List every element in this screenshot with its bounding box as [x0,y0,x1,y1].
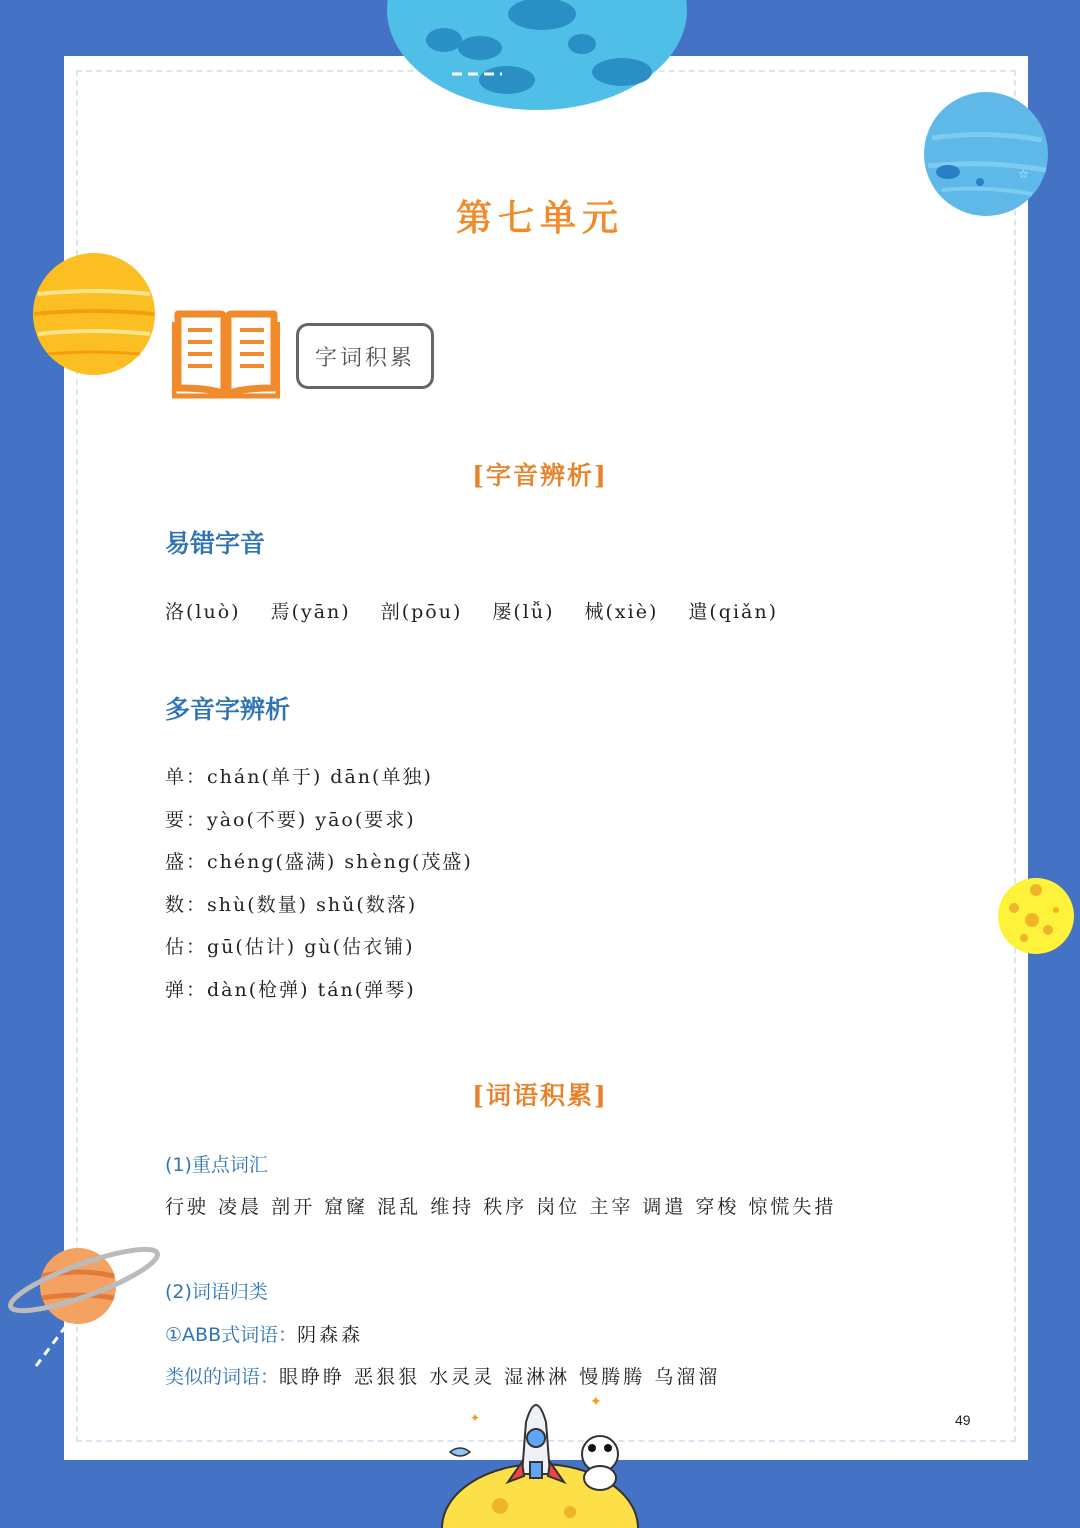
bracket-open: [ [472,1081,486,1110]
similar-words-line [165,1362,720,1389]
section-badge: 字词积累 [296,323,434,389]
page-sheet [64,56,1028,1460]
easy-mistake-list [165,597,778,624]
bracket-open: [ [472,461,486,490]
pronunciation-title-text: 字音辨析 [485,461,594,490]
pron-item: 剖(pōu) [380,601,463,623]
bracket-close: ] [594,461,608,490]
similar-words: 眼睁睁 恶狠狠 水灵灵 湿淋淋 慢腾腾 乌溜溜 [279,1366,721,1388]
svg-text:✦: ✦ [590,1394,602,1410]
pron-item: 械(xiè) [584,601,659,623]
abb-label: ①ABB式词语： [165,1324,298,1346]
moon-illustration [996,876,1080,960]
polyphone-heading: 多音字辨析 [165,695,291,724]
pron-item: 洛(luò) [165,601,241,623]
pron-item: 焉(yān) [270,601,351,623]
polyphone-item: 估：gū(估计) gù(估衣铺) [165,936,415,958]
key-words-list: 行驶 凌晨 剖开 窟窿 混乱 维持 秩序 岗位 主宰 调遣 穿梭 惊慌失措 [165,1196,837,1218]
vocab-title-text: 词语积累 [485,1081,594,1110]
polyphone-item: 单：chán(单于) dān(单独) [165,766,433,788]
polyphone-item: 数：shù(数量) shǔ(数落) [165,893,418,916]
key-words-label: (1)重点词汇 [165,1154,268,1176]
abb-words-line [165,1320,363,1347]
rocket-panda-illustration [440,1382,650,1528]
bracket-close: ] [594,1081,608,1110]
book-icon [172,308,280,402]
easy-mistake-heading: 易错字音 [165,529,266,558]
pron-item: 遣(qiǎn) [688,601,779,623]
top-planet-illustration [372,0,702,112]
pron-item: 屡(lǚ) [492,601,555,623]
polyphone-item: 弹：dàn(枪弹) tán(弹琴) [165,978,416,1001]
similar-label: 类似的词语： [165,1366,280,1388]
svg-text:☆: ☆ [1018,167,1029,181]
yellow-planet-illustration [30,250,160,380]
polyphone-item: 盛：chéng(盛满) shèng(茂盛) [165,851,473,873]
polyphone-item: 要：yào(不要) yāo(要求) [165,808,416,831]
page-number: 49 [955,1412,971,1428]
classification-label: (2)词语归类 [165,1281,268,1303]
abb-example: 阴森森 [297,1324,364,1346]
svg-text:✦: ✦ [470,1411,481,1425]
polyphone-list [165,762,473,1017]
pronunciation-section-title [0,456,1080,492]
ringed-planet-illustration [6,1240,166,1370]
unit-title: 第七单元 [455,197,624,239]
vocab-section-title [0,1076,1080,1112]
